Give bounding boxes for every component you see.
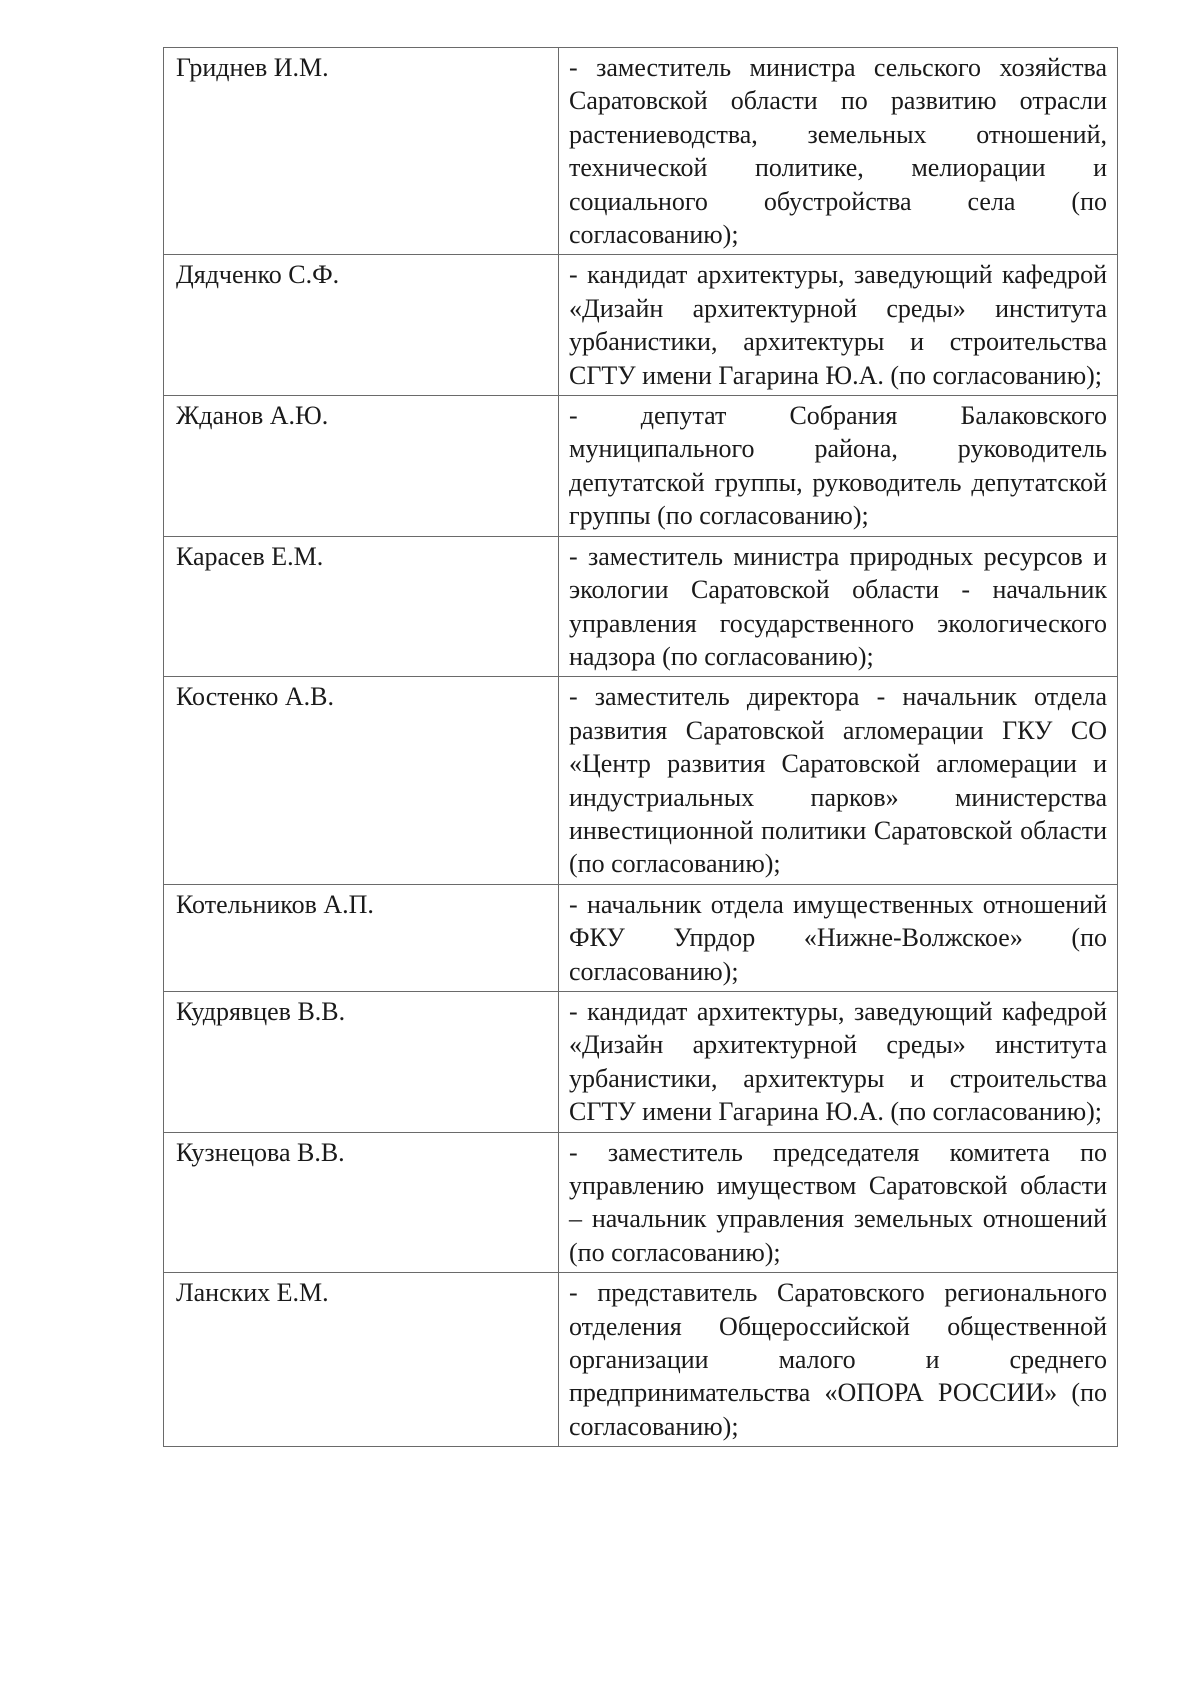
member-name: Дядченко С.Ф.	[164, 255, 559, 396]
table-row	[164, 536, 1118, 677]
member-role: - депутат Собрания Балаковского муниципального района, руководитель депутатской группы, руководитель депутатской группы (по согласованию);	[559, 396, 1118, 537]
member-name: Карасев Е.М.	[164, 536, 559, 677]
member-name: Котельников А.П.	[164, 884, 559, 991]
member-name: Гриднев И.М.	[164, 48, 559, 255]
member-role: - заместитель председателя комитета по управлению имуществом Саратовской области – начальник управления земельных отношений (по согласованию);	[559, 1132, 1118, 1273]
member-name: Кузнецова В.В.	[164, 1132, 559, 1273]
member-name: Ланских Е.М.	[164, 1273, 559, 1447]
table-row	[164, 255, 1118, 396]
table-row	[164, 677, 1118, 884]
table-row	[164, 396, 1118, 537]
table-row	[164, 1132, 1118, 1273]
table-row	[164, 1273, 1118, 1447]
member-name: Костенко А.В.	[164, 677, 559, 884]
member-role: - кандидат архитектуры, заведующий кафедрой «Дизайн архитектурной среды» института урбанистики, архитектуры и строительства СГТУ имени Гагарина Ю.А. (по согласованию);	[559, 255, 1118, 396]
member-role: - заместитель министра сельского хозяйства Саратовской области по развитию отрасли растениеводства, земельных отношений, технической политике, мелиорации и социального обустройства села (по согласованию);	[559, 48, 1118, 255]
member-role: - начальник отдела имущественных отношений ФКУ Упрдор «Нижне-Волжское» (по согласованию);	[559, 884, 1118, 991]
table-row	[164, 991, 1118, 1132]
member-role: - заместитель министра природных ресурсов и экологии Саратовской области - начальник управления государственного экологического надзора (по согласованию);	[559, 536, 1118, 677]
member-role: - кандидат архитектуры, заведующий кафедрой «Дизайн архитектурной среды» института урбанистики, архитектуры и строительства СГТУ имени Гагарина Ю.А. (по согласованию);	[559, 991, 1118, 1132]
table-row	[164, 884, 1118, 991]
member-role: - представитель Саратовского регионального отделения Общероссийской общественной организации малого и среднего предпринимательства «ОПОРА РОССИИ» (по согласованию);	[559, 1273, 1118, 1447]
member-role: - заместитель директора - начальник отдела развития Саратовской агломерации ГКУ СО «Центр развития Саратовской агломерации и индустриальных парков» министерства инвестиционной политики Саратовской области (по согласованию);	[559, 677, 1118, 884]
member-name: Кудрявцев В.В.	[164, 991, 559, 1132]
table-row	[164, 48, 1118, 255]
member-name: Жданов А.Ю.	[164, 396, 559, 537]
members-table	[163, 47, 1118, 1447]
